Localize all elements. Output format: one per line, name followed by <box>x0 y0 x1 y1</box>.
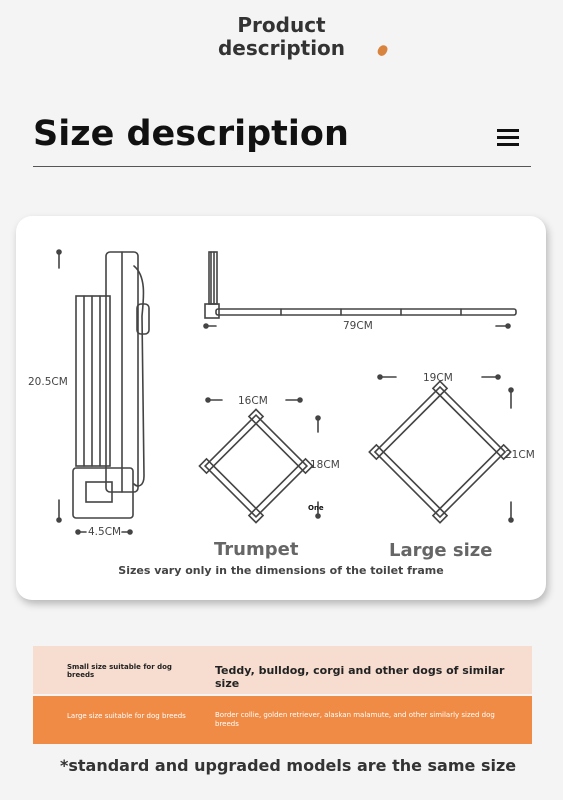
row-value: Teddy, bulldog, corgi and other dogs of similar size <box>215 664 505 690</box>
size-diagram-card <box>16 216 546 600</box>
hamburger-menu-icon[interactable] <box>497 129 519 147</box>
height-dimension-label: 20.5CM <box>28 376 68 388</box>
header-title: Product description <box>217 13 346 60</box>
large-width-label: 19CM <box>423 372 453 384</box>
table-row <box>33 696 532 744</box>
row-label: Small size suitable for dog breeds <box>67 663 172 679</box>
small-width-label: 16CM <box>238 395 268 407</box>
size-note: Sizes vary only in the dimensions of the toilet frame <box>118 564 444 577</box>
width-dimension-label: 4.5CM <box>88 526 122 538</box>
footer-note: *standard and upgraded models are the same size <box>60 756 517 775</box>
section-title: Size description <box>33 114 349 154</box>
row-label: Large size suitable for dog breeds <box>67 712 186 720</box>
row-value: Border collie, golden retriever, alaskan malamute, and other similarly sized dog breeds <box>215 711 495 728</box>
divider <box>33 166 531 167</box>
pole-length-label: 79CM <box>343 320 373 332</box>
large-size-name: Large size <box>389 540 493 561</box>
table-row <box>33 646 532 694</box>
small-height-label: 18CM <box>310 459 340 471</box>
one-label: One <box>308 504 324 512</box>
large-height-label: 21CM <box>505 449 535 461</box>
small-size-name: Trumpet <box>214 539 299 560</box>
